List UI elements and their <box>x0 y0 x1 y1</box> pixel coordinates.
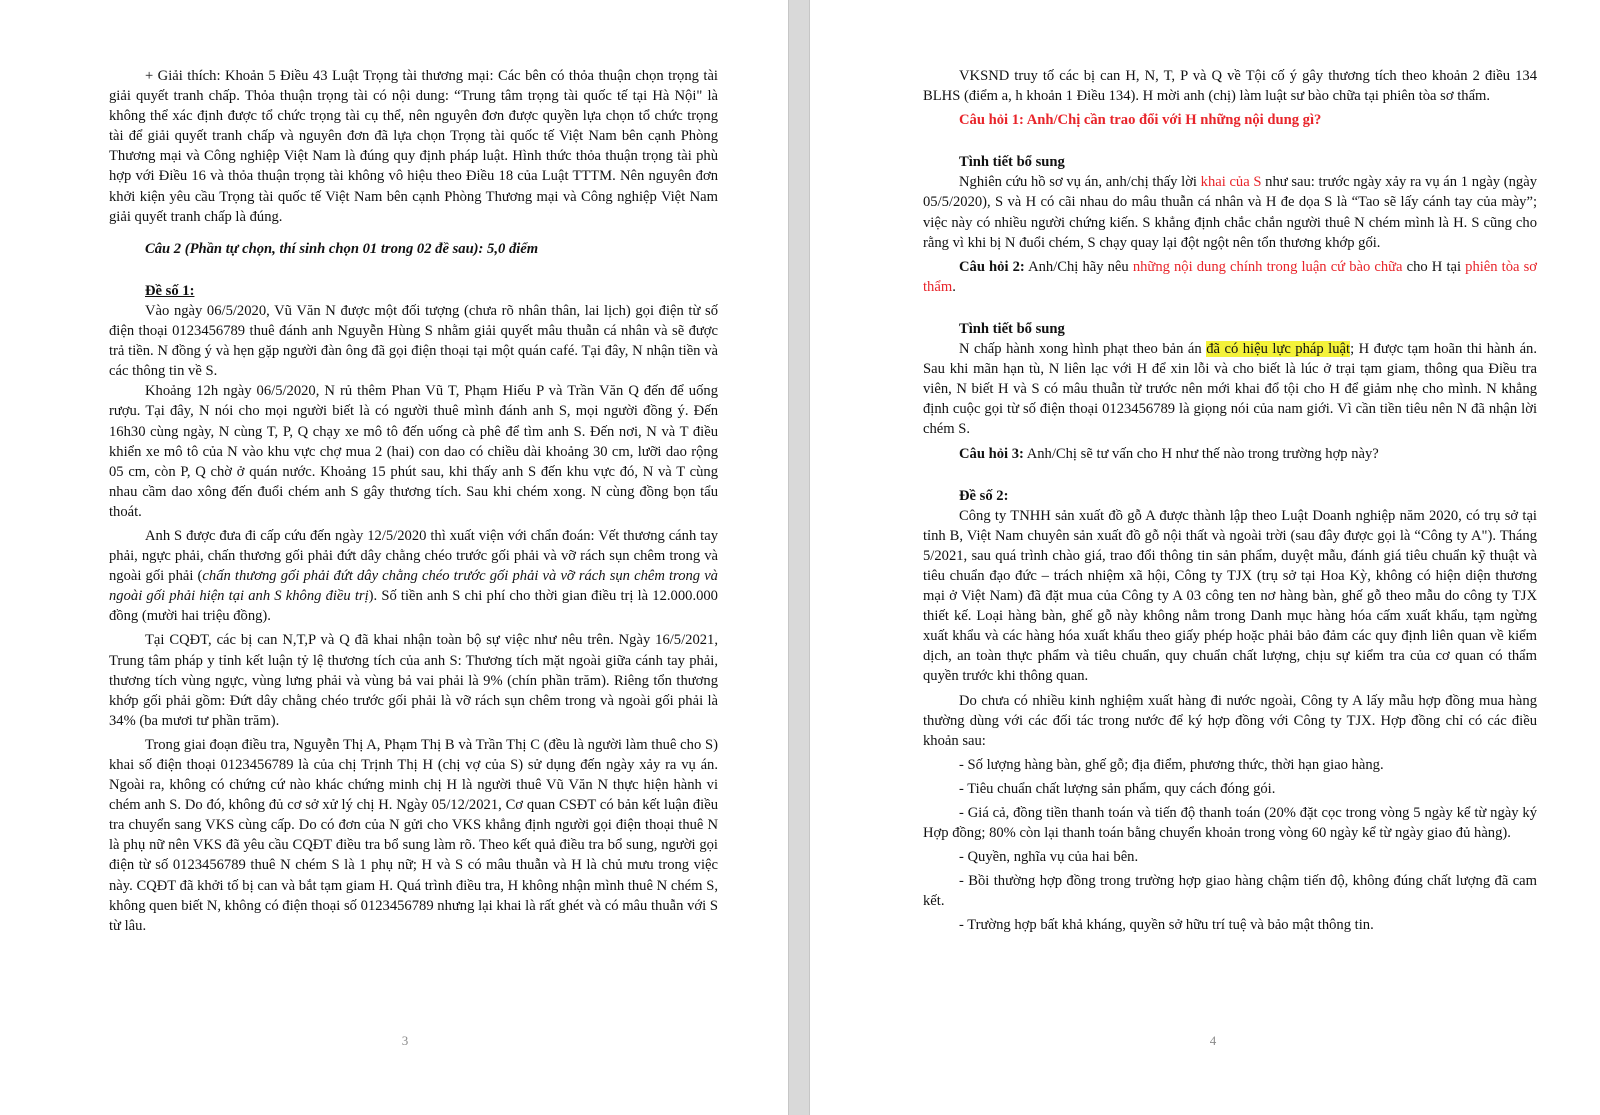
question-2-label: Câu hỏi 2: <box>959 258 1025 275</box>
supplement-1-start: Nghiên cứu hồ sơ vụ án, anh/chị thấy lời <box>959 174 1201 191</box>
de-so-2-heading: Đề số 2: <box>959 487 1009 504</box>
document-page-4 <box>810 0 1600 1115</box>
question-3-text: Anh/Chị sẽ tư vấn cho H như thế nào trong trường hợp này? <box>1023 445 1379 462</box>
explanation-paragraph: + Giải thích: Khoản 5 Điều 43 Luật Trọng tài thương mại: Các bên có thỏa thuận chọn trọng tài giải quyết tranh chấp. Thỏa thuận trọng tài có nội dung: “Trung tâm trọng tài quốc tế tại Hà Nội" là không thể xác định được tổ chức trọng tài cụ thể, nên nguyên đơn được quyền lựa chọn tổ chức trọng tài để giải quyết tranh chấp và nguyên đơn đã lựa chọn Trọng tài quốc tế Việt Nam bên cạnh Phòng Thương mại và Công nghiệp Việt Nam là đúng quy định pháp luật. Hình thức thỏa thuận trọng tài phù hợp với Điều 16 và thỏa thuận trọng tài không vô hiệu theo Điều 18 của Luật TTTM. Nên nguyên đơn khởi kiện yêu cầu Trọng tài quốc tế Việt Nam bên cạnh Phòng Thương mại và Công nghiệp Việt Nam giải quyết tranh chấp là đúng. <box>109 68 718 225</box>
de1-paragraph-3-start: Anh S được đưa đi cấp cứu đến ngày 12/5/2020 thì xuất viện với chẩn đoán: Vết thương cánh tay phải, ngực phải, chấn thương gối phải đứt dây chằng chéo trước gối phải và vỡ rách sụn chêm trong và ngoài gối phải ( <box>109 527 718 585</box>
question-2-red-1: những nội dung chính trong luận cứ bào chữa <box>1132 258 1403 275</box>
page-number: 4 <box>1209 1033 1217 1048</box>
question-3 <box>923 444 1537 464</box>
supplement-2-heading: Tình tiết bổ sung <box>959 320 1065 337</box>
de2-paragraph-1: Công ty TNHH sản xuất đồ gỗ A được thành lập theo Luật Doanh nghiệp năm 2020, có trụ sở tại tỉnh B, Việt Nam chuyên sản xuất đồ gỗ nội thất và ngoài trời (sau đây được gọi là “Công ty A"). Tháng 5/2021, sau quá trình chào giá, trao đổi thông tin sản phẩm, duyệt mẫu, đánh giá tiêu chuẩn kỹ thuật và tiêu chuẩn đạo đức – trách nhiệm xã hội, Công ty TJX (trụ sở tại Hoa Kỳ, không có hiện diện thương mại ở Việt Nam) đã đặt mua của Công ty A 03 công ten nơ hàng bàn, ghế gỗ theo mẫu do công ty TJX thiết kế. Loại hàng bàn, ghế gỗ này không nằm trong Danh mục hàng hóa cấm xuất khẩu, tạm ngừng xuất khẩu và các hàng hóa xuất khẩu theo giấy phép hoặc phải bảo đảm các quy định liên quan về kiểm dịch, an toàn thực phẩm và tiêu chuẩn, quy chuẩn chất lượng, chịu sự kiểm tra của cơ quan có thẩm quyền trước khi thông quan. <box>923 507 1537 685</box>
de-so-1-heading: Đề số 1: <box>145 282 195 299</box>
supplement-2-highlight: đã có hiệu lực pháp luật <box>1206 341 1351 358</box>
supplement-2-end: ; H được tạm hoãn thi hành án. Sau khi mãn hạn tù, N liên lạc với H để xin lỗi và cho biết là lúc ở trại tạm giam, thông qua Điều tra viên, N biết H và S có mâu thuẫn từ trước nên mới khai đổ tội cho H để giảm nhẹ cho mình. N khẳng định cuộc gọi từ số điện thoại 0123456789 là giọng nói của nam giới. Vì cần tiền tiêu nên N đã nhận lời chém S. <box>923 341 1537 438</box>
page-gutter <box>788 0 810 1115</box>
de1-paragraph-5: Trong giai đoạn điều tra, Nguyễn Thị A, Phạm Thị B và Trần Thị C (đều là người làm thuê cho S) khai số điện thoại 0123456789 là của chị Trịnh Thị H (chị vợ của S) sử dụng đến ngày xảy ra vụ án. Ngoài ra, không có chứng cứ nào khác chứng minh chị H là người thuê Vũ Văn N thực hiện hành vi chém anh S. Do đó, không đủ cơ sở xử lý chị H. Ngày 05/12/2021, Cơ quan CSĐT có bản kết luận điều tra chuyển sang VKS cùng cấp. Do có đơn của N gửi cho VKS khẳng định người gọi điện thoại thuê N là phụ nữ nên VKS đã yêu cầu CQĐT điều tra bổ sung làm rõ. Theo kết quả điều tra bổ sung, người gọi điện từ số 0123456789 thuê N chém S là 1 phụ nữ; H và S có mâu thuẫn và H là chủ mưu trong việc này. CQĐT đã khởi tố bị can và bắt tạm giam H. Quá trình điều tra, H không nhận mình thuê N chém S, không quen biết N, không có điện thoại số 0123456789 nhưng lại khai là rất ghét và có mâu thuẫn với S từ lâu. <box>109 736 718 934</box>
question-2-middle: cho H tại <box>1402 258 1466 275</box>
page-4-content <box>923 66 1537 936</box>
supplement-1-heading: Tình tiết bổ sung <box>959 154 1065 171</box>
contract-clause: - Tiêu chuẩn chất lượng sản phẩm, quy cách đóng gói. <box>959 780 1276 797</box>
supplement-2-paragraph <box>923 339 1537 439</box>
supplement-1-end: như sau: trước ngày xảy ra vụ án 1 ngày (ngày 05/5/2020), S và H có cãi nhau do mâu thuẫn cá nhân và H đe dọa S là “Tao sẽ lấy cánh tay của mày”; việc này có nhiều người chứng kiến. S khẳng định chắc chắn người thuê N chém mình là H. S cũng cho rằng vì khi bị N đuổi chém, S chạy quay lại đột ngột nên tổn thương khớp gối. <box>923 174 1537 251</box>
de1-paragraph-4: Tại CQĐT, các bị can N,T,P và Q đã khai nhận toàn bộ sự việc như nêu trên. Ngày 16/5/2021, Trung tâm pháp y tỉnh kết luận tỷ lệ thương tích của anh S: Thương tích mặt ngoài giữa cánh tay phải, thương tích vùng ngực, vùng lưng phải và vùng bả vai phải là 9% (chín phần trăm). Riêng tổn thương khớp gối phải gồm: Đứt dây chằng chéo trước gối phải là vỡ rách sụn chêm trong và ngoài gối phải là 34% (ba mươi tư phần trăm). <box>109 632 718 729</box>
page-number: 3 <box>401 1033 409 1048</box>
question-1-text: Câu hỏi 1: Anh/Chị cần trao đổi với H những nội dung gì? <box>959 112 1322 129</box>
question-2-start: Anh/Chị hãy nêu <box>1024 258 1133 275</box>
de1-paragraph-3-italic: chấn thương gối phải đứt dây chằng chéo trước gối phải và vỡ rách sụn chêm trong và ngoài gối phải hiện tại anh S không điều trị <box>109 568 718 605</box>
contract-clause: - Giá cả, đồng tiền thanh toán và tiến độ thanh toán (20% đặt cọc trong vòng 5 ngày kể từ ngày ký Hợp đồng; 80% còn lại thanh toán bằng chuyển khoản trong vòng 60 ngày kể từ ngày giao đủ hàng). <box>923 805 1537 842</box>
question-1 <box>923 110 1537 130</box>
question-2 <box>923 257 1537 297</box>
supplement-2-start: N chấp hành xong hình phạt theo bản án <box>959 341 1207 358</box>
contract-clause: - Bồi thường hợp đồng trong trường hợp giao hàng chậm tiến độ, không đúng chất lượng đã cam kết. <box>923 873 1537 910</box>
de1-paragraph-3 <box>109 526 718 626</box>
de1-paragraph-2: Khoảng 12h ngày 06/5/2020, N rủ thêm Phan Vũ T, Phạm Hiếu P và Trần Văn Q đến để uống rượu. Tại đây, N nói cho mọi người biết là có người thuê mình đánh anh S, mọi người đồng ý. Đến 16h30 cùng ngày, N cùng T, P, Q chạy xe mô tô đến uống cà phê để tìm anh S. Đến nơi, N và T điều khiển xe mô tô của N vào khu vực chợ mua 2 (hai) con dao có chiều dài khoảng 30 cm, lưỡi dao rộng 05 cm, còn P, Q chờ ở quán nước. Khoảng 15 phút sau, khi thấy anh S đến khu vực đó, N và T cùng nhau cầm dao xông đến đuổi chém anh S gây thương tích. Sau khi chém xong. N cùng đồng bọn tẩu thoát. <box>109 383 718 520</box>
contract-clause: - Quyền, nghĩa vụ của hai bên. <box>959 849 1139 866</box>
question-3-label: Câu hỏi 3: <box>959 445 1024 462</box>
de2-paragraph-2: Do chưa có nhiều kinh nghiệm xuất hàng đi nước ngoài, Công ty A lấy mẫu hợp đồng mua hàng thường dùng với các đối tác trong nước để ký hợp đồng với Công ty TJX. Hợp đồng chỉ có các điều khoản sau: <box>923 692 1537 749</box>
supplement-1-paragraph <box>923 172 1537 252</box>
question-2-end: . <box>952 278 956 295</box>
question-2-title: Câu 2 (Phần tự chọn, thí sinh chọn 01 trong 02 đề sau): 5,0 điểm <box>145 240 539 257</box>
question-2-red-2: phiên tòa sơ thẩm <box>923 258 1537 295</box>
page-3-content <box>109 66 718 936</box>
contract-clause: - Số lượng hàng bàn, ghế gỗ; địa điểm, phương thức, thời hạn giao hàng. <box>959 756 1384 773</box>
de1-paragraph-3-end: ). Số tiền anh S chi phí cho thời gian điều trị là 12.000.000 đồng (mười hai triệu đồng). <box>109 588 718 625</box>
document-page-3 <box>0 0 788 1115</box>
contract-clause: - Trường hợp bất khả kháng, quyền sở hữu trí tuệ và bảo mật thông tin. <box>959 917 1374 934</box>
de1-paragraph-1: Vào ngày 06/5/2020, Vũ Văn N được một đối tượng (chưa rõ nhân thân, lai lịch) gọi điện từ số điện thoại 0123456789 thuê đánh anh Nguyễn Hùng S nhằm giải quyết mâu thuẫn cá nhân và sẽ được trả tiền. N đồng ý và hẹn gặp người đàn ông đã gọi điện thoại tại một quán café. Tại đây, N nhận tiền và các thông tin về S. <box>109 302 718 380</box>
supplement-1-red: khai của S <box>1200 174 1262 191</box>
vks-paragraph: VKSND truy tố các bị can H, N, T, P và Q về Tội cố ý gây thương tích theo khoản 2 điều 134 BLHS (điểm a, h khoản 1 Điều 134). H mời anh (chị) làm luật sư bào chữa tại phiên tòa sơ thẩm. <box>923 68 1537 105</box>
